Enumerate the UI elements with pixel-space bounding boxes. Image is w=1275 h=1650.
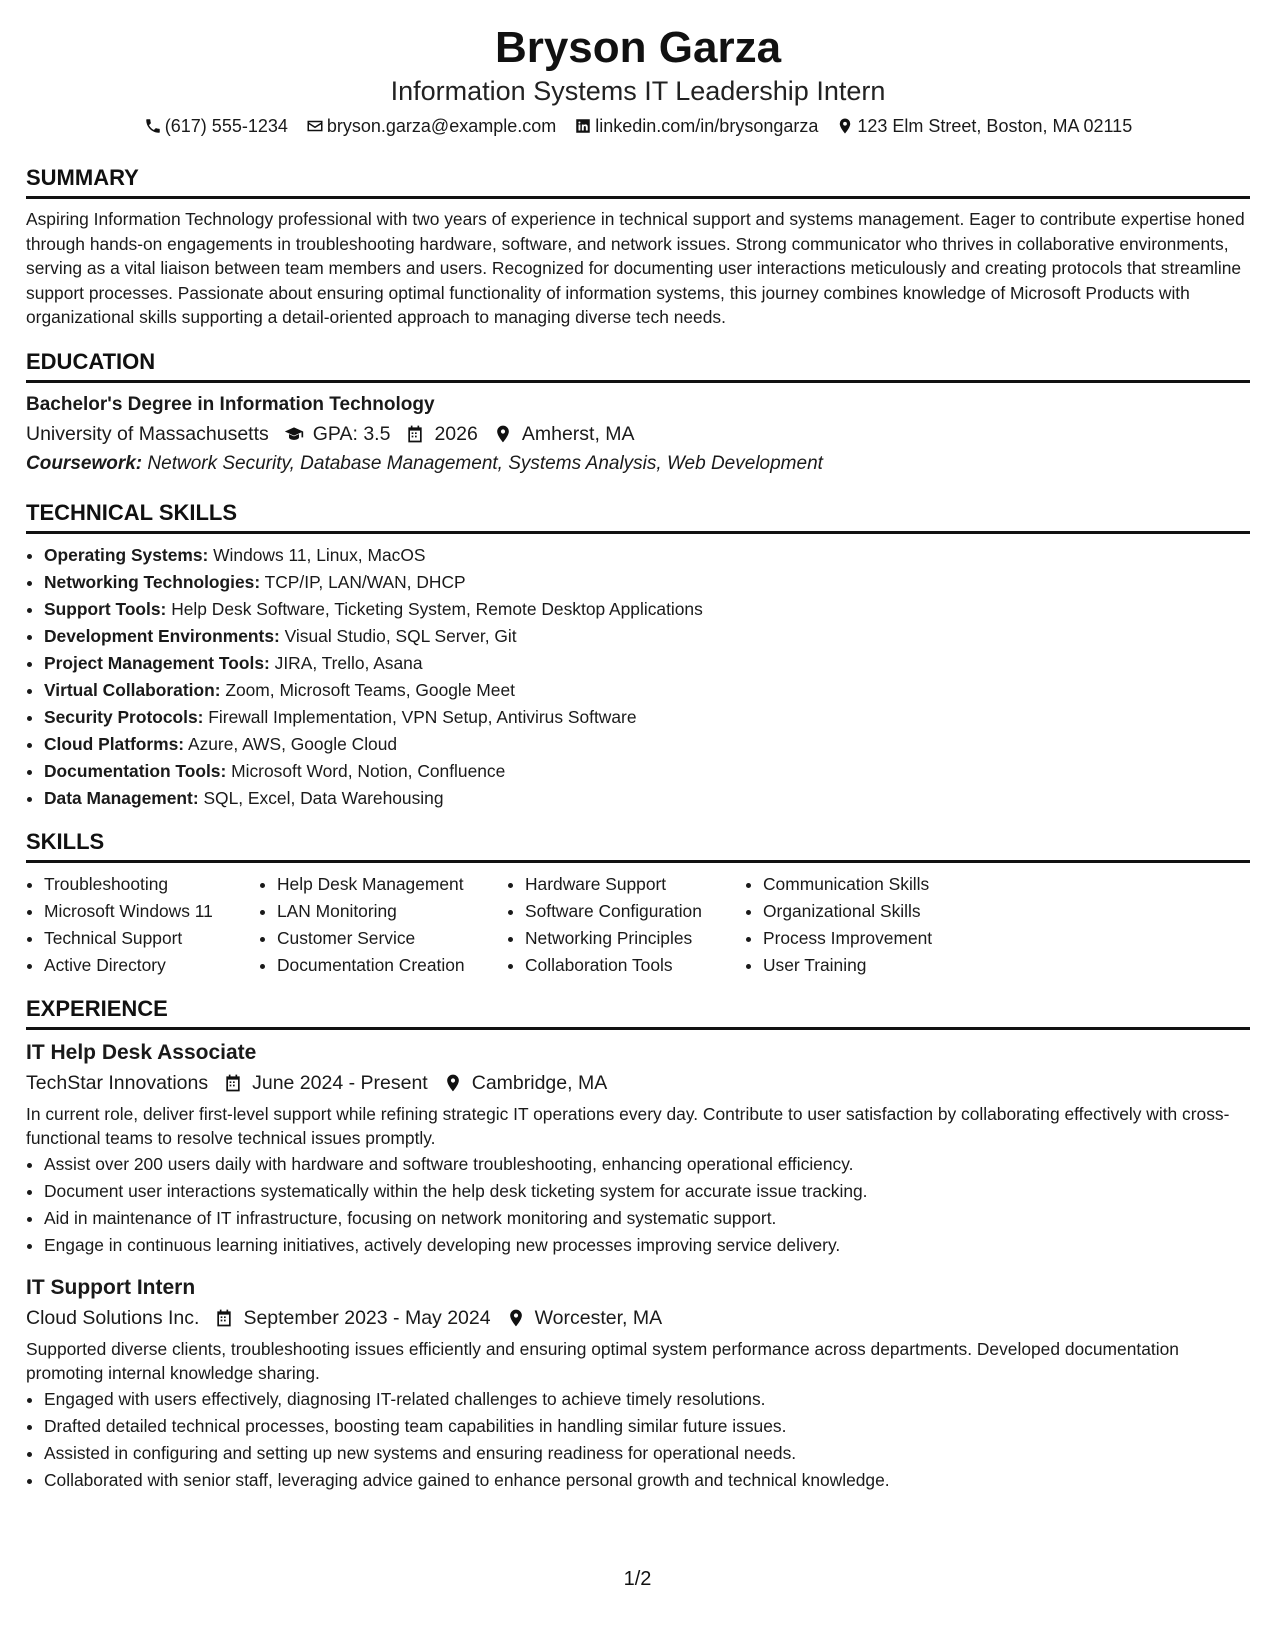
list-item bbox=[44, 758, 1250, 785]
education-section bbox=[26, 348, 1250, 479]
skills-column bbox=[26, 871, 259, 979]
list-item: • Assist over 200 users daily with hardware and software troubleshooting, enhancing operational efficiency. bbox=[44, 1151, 1250, 1178]
list-item: • Collaboration Tools bbox=[525, 952, 745, 979]
contact-address bbox=[836, 114, 1132, 138]
job-entry bbox=[26, 1273, 1250, 1494]
job-description: In current role, deliver first-level support while refining strategic IT operations every day. Contribute to user satisfaction by collaborating effectively with cross-functional teams to resolve technical issues promptly. bbox=[26, 1103, 1230, 1148]
graduation-cap-icon bbox=[284, 424, 304, 444]
skills-column bbox=[259, 871, 507, 979]
location-icon bbox=[443, 1073, 463, 1093]
skills-grid bbox=[26, 871, 1250, 979]
skill-label: Project Management Tools: bbox=[44, 652, 270, 673]
skill-value: Windows 11, Linux, MacOS bbox=[208, 544, 426, 565]
list-item: • Drafted detailed technical processes, boosting team capabilities in handling similar future issues. bbox=[44, 1413, 1250, 1440]
experience-section bbox=[26, 995, 1250, 1494]
list-item: • Collaborated with senior staff, leveraging advice gained to enhance personal growth and technical knowledge. bbox=[44, 1467, 1250, 1494]
graduation-year: 2026 bbox=[434, 422, 478, 445]
job-meta bbox=[26, 1068, 1250, 1098]
skill-label: Operating Systems: bbox=[44, 544, 209, 565]
summary-section bbox=[26, 164, 1250, 330]
job-title: IT Support Intern bbox=[26, 1275, 196, 1299]
skill-label: Support Tools: bbox=[44, 598, 167, 619]
calendar-icon bbox=[223, 1073, 243, 1093]
job-location: Cambridge, MA bbox=[471, 1071, 608, 1094]
list-item: • User Training bbox=[763, 952, 1003, 979]
job-title: IT Help Desk Associate bbox=[26, 1040, 257, 1064]
section-title: SUMMARY bbox=[26, 164, 1250, 199]
calendar-icon bbox=[405, 424, 425, 444]
phone-icon bbox=[144, 117, 162, 135]
job-description: Supported diverse clients, troubleshooting issues efficiently and ensuring optimal system performance across departments. Developed documentation promoting internal knowledge sharing. bbox=[26, 1338, 1179, 1383]
list-item: • Software Configuration bbox=[525, 898, 745, 925]
education-meta bbox=[26, 419, 1250, 449]
job-dates: September 2023 - May 2024 bbox=[243, 1306, 491, 1329]
candidate-role: Information Systems IT Leadership Intern bbox=[390, 76, 886, 106]
job-meta bbox=[26, 1303, 1250, 1333]
list-item: • LAN Monitoring bbox=[277, 898, 507, 925]
gpa-text: GPA: 3.5 bbox=[312, 422, 391, 445]
skill-label: Networking Technologies: bbox=[44, 571, 261, 592]
section-title: EDUCATION bbox=[26, 348, 1250, 383]
location-icon bbox=[493, 424, 513, 444]
skills-section bbox=[26, 828, 1250, 979]
list-item: • Hardware Support bbox=[525, 871, 745, 898]
skill-value: Azure, AWS, Google Cloud bbox=[184, 733, 398, 754]
list-item bbox=[44, 623, 1250, 650]
list-item: • Organizational Skills bbox=[763, 898, 1003, 925]
contact-linkedin[interactable] bbox=[574, 114, 818, 138]
calendar-icon bbox=[214, 1308, 234, 1328]
list-item bbox=[44, 785, 1250, 812]
coursework-list: Network Security, Database Management, Systems Analysis, Web Development bbox=[142, 452, 823, 474]
location-icon bbox=[506, 1308, 526, 1328]
list-item: • Active Directory bbox=[44, 952, 259, 979]
list-item bbox=[44, 596, 1250, 623]
company-name: Cloud Solutions Inc. bbox=[26, 1306, 200, 1329]
company-name: TechStar Innovations bbox=[26, 1071, 209, 1094]
list-item bbox=[44, 650, 1250, 677]
job-dates: June 2024 - Present bbox=[252, 1071, 428, 1094]
skill-value: TCP/IP, LAN/WAN, DHCP bbox=[260, 571, 466, 592]
linkedin-icon bbox=[574, 117, 592, 135]
skills-column bbox=[507, 871, 745, 979]
email-text: bryson.garza@example.com bbox=[326, 116, 557, 136]
candidate-name: Bryson Garza bbox=[494, 23, 782, 72]
list-item bbox=[44, 731, 1250, 758]
skill-value: JIRA, Trello, Asana bbox=[269, 652, 423, 673]
skill-label: Security Protocols: bbox=[44, 706, 204, 727]
education-location: Amherst, MA bbox=[521, 422, 635, 445]
degree-title: Bachelor's Degree in Information Technology bbox=[26, 393, 435, 415]
skill-label: Cloud Platforms: bbox=[44, 733, 185, 754]
list-item: • Documentation Creation bbox=[277, 952, 507, 979]
page-number: 1/2 bbox=[623, 1568, 652, 1590]
section-title: TECHNICAL SKILLS bbox=[26, 499, 1250, 534]
school-name: University of Massachusetts bbox=[26, 422, 269, 445]
list-item: • Document user interactions systematically within the help desk ticketing system for accurate issue tracking. bbox=[44, 1178, 1250, 1205]
skill-value: Visual Studio, SQL Server, Git bbox=[279, 625, 517, 646]
list-item: • Troubleshooting bbox=[44, 871, 259, 898]
list-item: • Microsoft Windows 11 bbox=[44, 898, 259, 925]
skill-label: Documentation Tools: bbox=[44, 760, 227, 781]
linkedin-text: linkedin.com/in/brysongarza bbox=[595, 116, 819, 136]
list-item: • Process Improvement bbox=[763, 925, 1003, 952]
list-item: • Communication Skills bbox=[763, 871, 1003, 898]
list-item: • Engaged with users effectively, diagnosing IT-related challenges to achieve timely resolutions. bbox=[44, 1386, 1250, 1413]
coursework-label: Coursework: bbox=[26, 452, 143, 474]
list-item bbox=[44, 569, 1250, 596]
resume-header bbox=[26, 22, 1250, 138]
contact-bar bbox=[26, 114, 1250, 138]
skill-value: Microsoft Word, Notion, Confluence bbox=[226, 760, 506, 781]
list-item: • Technical Support bbox=[44, 925, 259, 952]
list-item: • Networking Principles bbox=[525, 925, 745, 952]
coursework bbox=[26, 449, 1250, 479]
skill-label: Virtual Collaboration: bbox=[44, 679, 221, 700]
list-item: • Aid in maintenance of IT infrastructure, focusing on network monitoring and systematic support. bbox=[44, 1205, 1250, 1232]
skill-value: Help Desk Software, Ticketing System, Remote Desktop Applications bbox=[166, 598, 703, 619]
job-bullets bbox=[26, 1386, 1250, 1494]
list-item: • Customer Service bbox=[277, 925, 507, 952]
technical-skills-list bbox=[26, 542, 1250, 812]
job-location: Worcester, MA bbox=[534, 1306, 663, 1329]
skill-label: Development Environments: bbox=[44, 625, 280, 646]
phone-text: (617) 555-1234 bbox=[164, 116, 288, 136]
skill-value: Zoom, Microsoft Teams, Google Meet bbox=[220, 679, 515, 700]
contact-email[interactable] bbox=[306, 114, 556, 138]
location-icon bbox=[836, 117, 854, 135]
job-entry bbox=[26, 1038, 1250, 1259]
skill-label: Data Management: bbox=[44, 787, 199, 808]
list-item: • Engage in continuous learning initiatives, actively developing new processes improving service delivery. bbox=[44, 1232, 1250, 1259]
technical-skills-section bbox=[26, 499, 1250, 812]
skill-value: SQL, Excel, Data Warehousing bbox=[198, 787, 444, 808]
list-item bbox=[44, 542, 1250, 569]
skill-value: Firewall Implementation, VPN Setup, Antivirus Software bbox=[203, 706, 637, 727]
address-text: 123 Elm Street, Boston, MA 02115 bbox=[857, 116, 1133, 136]
list-item: • Help Desk Management bbox=[277, 871, 507, 898]
summary-text: Aspiring Information Technology professional with two years of experience in technical support and systems management. Eager to contribute expertise honed through hands-on engagements in troubleshooting hardware, software, and network issues. Strong communicator who thrives in collaborative environments, serving as a vital liaison between team members and users. Recognized for documenting user interactions meticulously and creating protocols that streamline support processes. Passionate about ensuring optimal functionality of information systems, this journey combines knowledge of Microsoft Products with organizational skills supporting a detail-oriented approach to managing diverse tech needs. bbox=[26, 209, 1245, 327]
email-icon bbox=[306, 117, 324, 135]
section-title: SKILLS bbox=[26, 828, 1250, 863]
resume-page bbox=[26, 0, 1250, 1494]
list-item bbox=[44, 677, 1250, 704]
job-bullets bbox=[26, 1151, 1250, 1259]
list-item bbox=[44, 704, 1250, 731]
skills-column bbox=[745, 871, 1003, 979]
section-title: EXPERIENCE bbox=[26, 995, 1250, 1030]
contact-phone[interactable] bbox=[144, 114, 288, 138]
list-item: • Assisted in configuring and setting up new systems and ensuring readiness for operational needs. bbox=[44, 1440, 1250, 1467]
